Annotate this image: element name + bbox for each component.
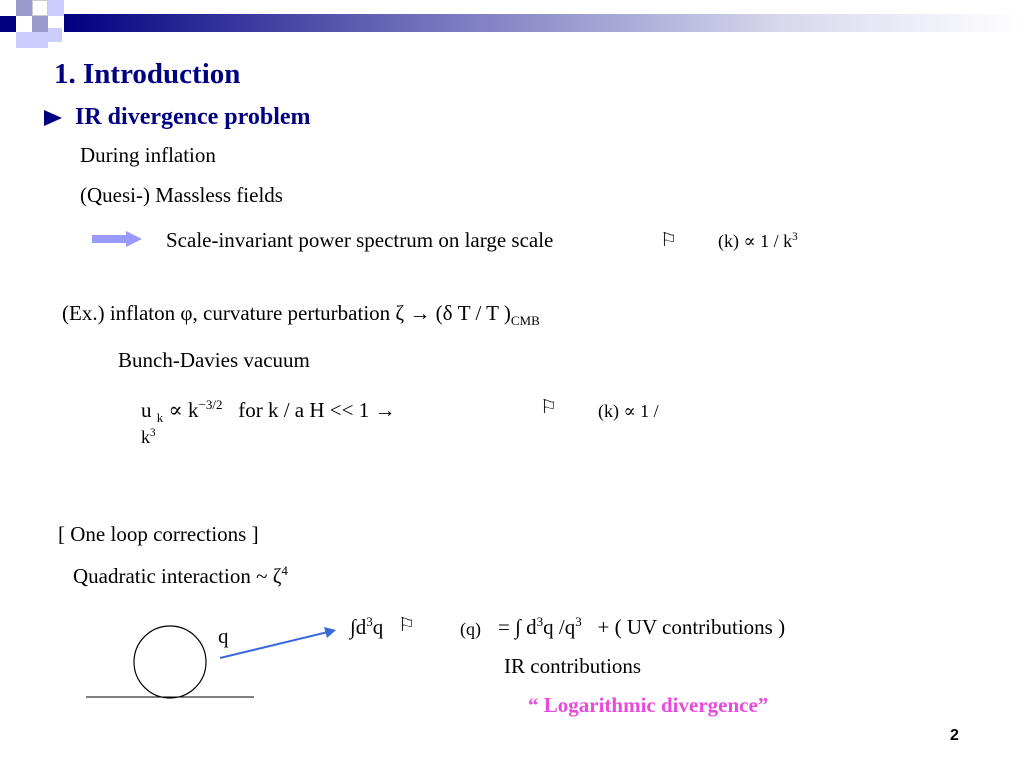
quote-open: “ <box>528 693 539 717</box>
script-p-icon-3: ⚐ <box>398 614 416 636</box>
int-a-exp: 3 <box>366 614 373 629</box>
page-number: 2 <box>950 727 959 744</box>
uk-k: k <box>141 427 150 447</box>
header-bar <box>64 14 1024 32</box>
text-ir-contributions: IR contributions <box>504 654 642 678</box>
integral-right <box>498 614 785 640</box>
power-spectrum-formula <box>718 231 798 252</box>
int-q3: q /q <box>543 615 576 639</box>
power-exp: 3 <box>792 231 798 243</box>
uk-k-exp: 3 <box>150 427 156 439</box>
power-k-text: (k) ∝ 1 / k <box>718 231 793 251</box>
script-p-icon: ⚐ <box>660 229 678 251</box>
slide-subtitle: IR divergence problem <box>75 104 311 130</box>
integral-left <box>350 614 383 640</box>
diagram-loop <box>134 626 206 698</box>
int-q3-exp: 3 <box>575 614 582 629</box>
quadratic-text: Quadratic interaction ~ ζ <box>73 564 282 588</box>
diagram-arrow-line <box>220 632 328 658</box>
quote-close: ” <box>757 693 769 717</box>
int-q: (q) <box>460 619 481 639</box>
int-eq: = ∫ d <box>498 615 537 639</box>
text-scale-invariant: Scale-invariant power spectrum on large scale <box>166 228 554 252</box>
uk-power: (k) ∝ 1 / <box>598 401 659 421</box>
int-a: ∫d <box>350 615 367 639</box>
uk-k3 <box>141 427 156 448</box>
text-during-inflation: During inflation <box>80 143 216 167</box>
slide-title: 1. Introduction <box>54 58 241 90</box>
int-a2: q <box>372 615 384 639</box>
text-one-loop: [ One loop corrections ] <box>58 522 259 546</box>
cmb-subscript: CMB <box>510 313 540 329</box>
int-plus: + ( UV contributions ) <box>597 615 786 639</box>
text-example <box>62 301 540 329</box>
text-massless-fields: (Quesi-) Massless fields <box>80 183 283 207</box>
uk-for: for k / a H << 1 → <box>238 398 396 422</box>
example-text: (Ex.) inflaton φ, curvature perturbation ζ → (δ T / T ) <box>62 301 511 325</box>
int-eq-exp: 3 <box>536 614 544 629</box>
q-label: q <box>218 624 229 648</box>
uk-sub: k <box>156 410 164 426</box>
log-divergence-text: Logarithmic divergence <box>543 693 758 717</box>
uk-formula <box>141 397 395 426</box>
quadratic-exp: 4 <box>281 563 288 578</box>
diagram-arrow-head <box>324 627 336 638</box>
uk-exp: −3/2 <box>198 397 223 412</box>
uk-u: u <box>141 398 152 422</box>
script-p-icon-2: ⚐ <box>540 396 558 418</box>
arrow-right-icon <box>92 229 142 249</box>
text-quadratic <box>73 563 288 589</box>
uk-prop: ∝ k <box>168 398 199 422</box>
triangle-bullet-icon <box>44 110 62 126</box>
text-bunch-davies: Bunch-Davies vacuum <box>118 348 310 372</box>
text-log-divergence <box>528 693 768 718</box>
